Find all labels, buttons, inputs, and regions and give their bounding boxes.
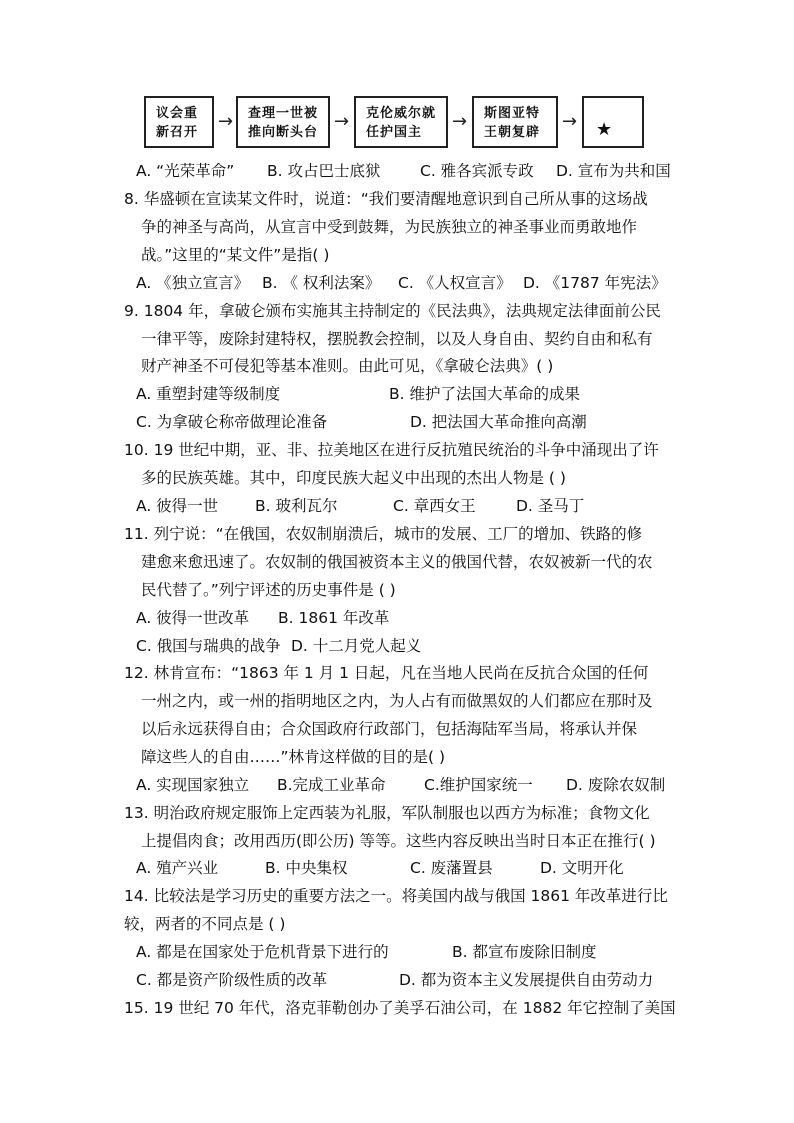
q7-option-d: D. 宣布为共和国: [556, 162, 671, 180]
q8-option-b: B. 《 权利法案》: [262, 274, 381, 292]
q8-line-2: 争的神圣与高尚，从宣言中受到鼓舞，为民族独立的神圣事业而勇敢地作: [141, 218, 638, 236]
q9-line-3: 财产神圣不可侵犯等基本准则。由此可见，《拿破仑法典》( ): [141, 357, 554, 375]
q11-option-c: C. 俄国与瑞典的战争: [136, 637, 281, 655]
flow-box-2: [236, 96, 330, 148]
q11-line-3: 民代替了。”列宁评述的历史事件是 ( ): [141, 581, 396, 599]
q9-option-d: D. 把法国大革命推向高潮: [410, 413, 587, 431]
q7-option-a: A. “光荣革命”: [136, 162, 235, 180]
flow-box-2-line2: 推向断头台: [248, 125, 319, 140]
flow-box-3-line1: 克伦威尔就: [366, 106, 437, 121]
flow-box-3: [354, 96, 448, 148]
q9-line-2: 一律平等，废除封建特权，摆脱教会控制，以及人身自由、契约自由和私有: [141, 330, 653, 348]
q14-line-1: 14. 比较法是学习历史的重要方法之一。将美国内战与俄国 1861 年改革进行比: [124, 887, 668, 905]
flow-arrow-1: →: [218, 111, 234, 132]
q13-option-c: C. 废藩置县: [410, 859, 493, 877]
q12-option-d: D. 废除农奴制: [566, 776, 666, 794]
q11-option-b: B. 1861 年改革: [278, 609, 390, 627]
q8-option-d: D. 《1787 年宪法》: [523, 274, 667, 292]
q7-option-b: B. 攻占巴士底狱: [267, 162, 381, 180]
q8-option-c: C. 《人权宣言》: [398, 274, 512, 292]
q10-option-b: B. 玻利瓦尔: [255, 497, 338, 515]
flow-box-4-line2: 王朝复辟: [484, 125, 541, 140]
q13-option-a: A. 殖产兴业: [136, 859, 219, 877]
flow-box-2-line1: 查理一世被: [248, 106, 319, 121]
q11-line-1: 11. 列宁说：“在俄国，农奴制崩溃后，城市的发展、工厂的增加、铁路的修: [124, 525, 643, 543]
q10-option-c: C. 章西女王: [393, 497, 476, 515]
q10-line-1: 10. 19 世纪中期，亚、非、拉美地区在进行反抗殖民统治的斗争中涌现出了许: [124, 441, 659, 459]
q11-option-a: A. 彼得一世改革: [136, 609, 250, 627]
q14-option-c: C. 都是资产阶级性质的改革: [136, 971, 328, 989]
q11-line-2: 建愈来愈迅速了。农奴制的俄国被资本主义的俄国代替，农奴被新一代的农: [141, 553, 653, 571]
q12-option-a: A. 实现国家独立: [136, 776, 250, 794]
q13-line-2: 上提倡肉食；改用西历(即公历) 等等。这些内容反映出当时日本正在推行( ): [141, 832, 656, 850]
flow-box-1-line2: 新召开: [156, 125, 199, 140]
q11-option-d: D. 十二月党人起义: [291, 637, 422, 655]
flow-arrow-2: →: [334, 111, 350, 132]
q12-line-1: 12. 林肯宣布：“1863 年 1 月 1 日起，凡在当地人民尚在反抗合众国的任何: [124, 664, 649, 682]
q14-option-d: D. 都为资本主义发展提供自由劳动力: [399, 971, 654, 989]
q8-line-3: 战。”这里的“某文件”是指( ): [141, 246, 330, 264]
q9-option-b: B. 维护了法国大革命的成果: [389, 385, 580, 403]
q13-line-1: 13. 明治政府规定服饰上定西装为礼服，军队制服也以西方为标准；食物文化: [124, 804, 650, 822]
flow-box-1-line1: 议会重: [156, 106, 199, 121]
flowchart: [142, 96, 662, 152]
q10-option-d: D. 圣马丁: [516, 497, 585, 515]
flow-box-4-line1: 斯图亚特: [484, 106, 541, 121]
q8-line-1: 8. 华盛顿在宣读某文件时，说道：“我们要清醒地意识到自己所从事的这场战: [124, 190, 648, 208]
flow-box-1: [144, 96, 214, 148]
q12-line-4: 障这些人的自由……”林肯这样做的目的是( ): [141, 748, 446, 766]
q13-option-b: B. 中央集权: [265, 859, 348, 877]
q10-option-a: A. 彼得一世: [136, 497, 219, 515]
q12-option-c: C.维护国家统一: [424, 776, 533, 794]
flow-box-3-line2: 任护国主: [366, 125, 423, 140]
flow-box-4: [472, 96, 558, 148]
star-icon: ★: [596, 119, 614, 140]
q15-line-1: 15. 19 世纪 70 年代，洛克菲勒创办了美孚石油公司，在 1882 年它控制了美国: [124, 999, 676, 1017]
q9-line-1: 9. 1804 年，拿破仑颁布实施其主持制定的《民法典》，法典规定法律面前公民: [124, 302, 661, 320]
flow-arrow-4: →: [562, 111, 578, 132]
q7-option-c: C. 雅各宾派专政: [420, 162, 534, 180]
q14-option-a: A. 都是在国家处于危机背景下进行的: [136, 943, 389, 961]
flow-arrow-3: →: [452, 111, 468, 132]
q13-option-d: D. 文明开化: [540, 859, 624, 877]
q12-line-2: 一州之内，或一州的指明地区之内，为人占有而做黑奴的人们都应在那时及: [141, 692, 653, 710]
q12-option-b: B.完成工业革命: [277, 776, 386, 794]
q8-option-a: A. 《独立宣言》: [136, 274, 250, 292]
q9-option-c: C. 为拿破仑称帝做理论准备: [136, 413, 328, 431]
q14-option-b: B. 都宣布废除旧制度: [452, 943, 597, 961]
flow-box-5: [582, 96, 644, 148]
q14-line-2: 较，两者的不同点是 ( ): [124, 915, 286, 933]
q9-option-a: A. 重塑封建等级制度: [136, 385, 281, 403]
q10-line-2: 多的民族英雄。其中，印度民族大起义中出现的杰出人物是 ( ): [141, 469, 566, 487]
q12-line-3: 以后永远获得自由；合众国政府行政部门，包括海陆军当局，将承认并保: [141, 720, 638, 738]
